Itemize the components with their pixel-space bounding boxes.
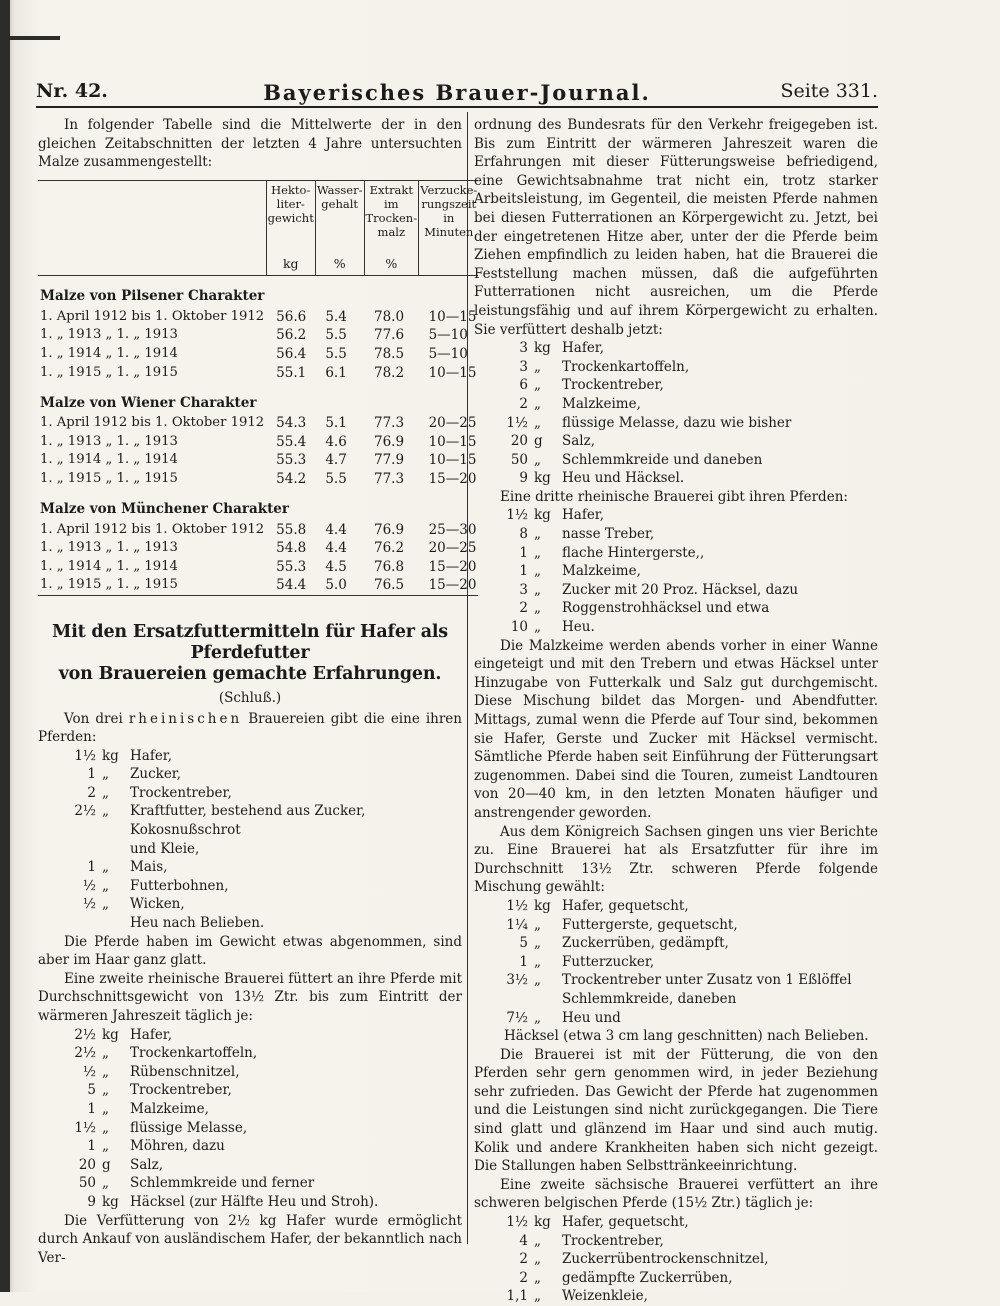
table-row (38, 521, 478, 540)
list-item (470, 562, 878, 581)
item-text: Trockenkartoffeln, (562, 358, 690, 375)
item-unit: kg (534, 340, 551, 357)
table-cell-value: 78.2 (374, 364, 405, 381)
item-unit: „ (102, 1119, 109, 1136)
table-header-weight: Hekto-liter-gewicht (266, 180, 315, 255)
table-cell-value: 5—10 (428, 345, 468, 362)
item-text: flüssige Melasse, (130, 1119, 248, 1136)
item-quantity: ½ (82, 1063, 96, 1080)
left-column (38, 116, 478, 1267)
item-unit: „ (102, 1082, 109, 1099)
table-group-heading: Malze von Münchener Charakter (40, 501, 290, 518)
table-cell-value: 55.3 (276, 452, 307, 469)
item-quantity: 5 (519, 935, 528, 952)
item-unit: kg (534, 1214, 551, 1231)
item-text: Häcksel (zur Hälfte Heu und Stroh). (130, 1193, 379, 1210)
item-quantity: 50 (78, 1175, 96, 1192)
table-row (38, 470, 478, 489)
item-unit: „ (102, 1045, 109, 1062)
item-unit: kg (534, 897, 551, 914)
paragraph-1: Von drei rheinischen Brauereien gibt die eine ihren Pferden: (38, 710, 462, 746)
table-cell-value: 15—20 (419, 576, 479, 595)
table-cell-period: 1. „ 1915 „ 1. „ 1915 (40, 364, 178, 380)
paragraph-r7: Eine zweite sächsische Brauerei verfüttert an ihre schweren belgischen Pferde (15½ Ztr.) täglich je: (474, 1176, 878, 1212)
item-quantity: 2½ (74, 803, 96, 820)
table-cell-value: 4.4 (325, 540, 347, 557)
feed-list-r2 (470, 506, 878, 636)
paragraph-r4: Aus dem Königreich Sachsen gingen uns vier Berichte zu. Eine Brauerei hat als Ersatzfutter für ihre im Durchschnitt 13½ Ztr. schweren Pferde folgende Mischung gewählt: (474, 823, 878, 896)
list-item (470, 934, 878, 953)
table-unit-extract: % (364, 255, 419, 276)
list-item (38, 784, 462, 803)
table-row (38, 326, 478, 345)
list-item (38, 895, 462, 914)
table-cell-value: 5—10 (428, 327, 468, 344)
table-cell-value: 25—30 (428, 521, 477, 538)
list-item (470, 1287, 878, 1306)
table-cell-period: 1. „ 1913 „ 1. „ 1913 (40, 433, 178, 449)
item-text: Malzkeime, (562, 563, 641, 580)
item-quantity: 1 (87, 766, 96, 783)
item-text: Futterbohnen, (130, 877, 229, 894)
table-cell-value: 55.8 (276, 521, 307, 538)
book-binding-edge (0, 0, 10, 1292)
item-unit: „ (534, 1009, 541, 1026)
item-quantity: 1 (87, 859, 96, 876)
list-item (38, 1026, 462, 1045)
paragraph-2: Die Pferde haben im Gewicht etwas abgenommen, sind aber im Haar ganz glatt. (38, 933, 462, 969)
item-text: und Kleie, (130, 840, 200, 857)
list-item (38, 802, 462, 839)
item-quantity: 10 (510, 619, 528, 636)
item-unit: „ (534, 1232, 541, 1249)
table-cell-value: 20—25 (428, 540, 477, 557)
item-unit: „ (102, 896, 109, 913)
table-cell-value: 77.9 (374, 452, 405, 469)
table-group-heading: Malze von Wiener Charakter (40, 394, 257, 411)
item-unit: „ (534, 1288, 541, 1305)
item-unit: „ (534, 1269, 541, 1286)
list-item (470, 897, 878, 916)
list-item (38, 1100, 462, 1119)
table-cell-value: 77.3 (374, 415, 405, 432)
table-cell-period: 1. „ 1915 „ 1. „ 1915 (40, 470, 178, 486)
table-cell-value: 4.6 (325, 433, 347, 450)
table-cell-value: 77.6 (374, 327, 405, 344)
list-item (470, 953, 878, 972)
table-cell-value: 10—15 (428, 433, 477, 450)
page-number: Seite 331. (780, 80, 878, 102)
item-unit: „ (102, 784, 109, 801)
table-cell-value: 77.3 (374, 470, 405, 487)
feed-list-r4 (470, 1213, 878, 1306)
table-cell-value: 10—15 (428, 308, 477, 325)
item-text: Rübenschnitzel, (130, 1063, 240, 1080)
table-cell-value: 6.1 (325, 364, 347, 381)
list-item (470, 525, 878, 544)
paragraph-4: Die Verfütterung von 2½ kg Hafer wurde ermöglicht durch Ankauf von ausländischem Hafer, der bekanntlich nach Ver- (38, 1212, 462, 1266)
item-quantity: 50 (510, 451, 528, 468)
item-unit: „ (534, 600, 541, 617)
item-unit: „ (102, 803, 109, 820)
table-cell-value: 4.7 (325, 452, 347, 469)
item-text: flüssige Melasse, dazu wie bisher (562, 414, 792, 431)
table-cell-value: 4.5 (325, 558, 347, 575)
list-item (470, 414, 878, 433)
list-item (470, 1269, 878, 1288)
table-cell-value: 76.9 (374, 433, 405, 450)
item-text: Zucker mit 20 Proz. Häcksel, dazu (562, 581, 799, 598)
paragraph-r6: Die Brauerei ist mit der Fütterung, die von den Pferden sehr gern genommen wird, in jeder Beziehung sehr zufrieden. Das Gewicht der Pferde hat zugenommen und die Leistungen sind nicht zurückgegangen. Die Tiere sind glatt und glänzend im Haar und sind auch mutig. Kolik und andere Krankheiten haben sich nicht gezeigt. Die Stallungen haben Selbsttränkeeinrichtung. (474, 1046, 878, 1175)
item-unit: „ (534, 377, 541, 394)
item-unit: „ (102, 877, 109, 894)
list-item (38, 1063, 462, 1082)
list-item (470, 469, 878, 488)
table-header-extract: Extrakt im Trocken-malz (364, 180, 419, 255)
item-quantity: 9 (519, 470, 528, 487)
list-item (470, 1250, 878, 1269)
table-cell-value: 76.5 (364, 576, 419, 595)
item-text: Hafer, (130, 747, 173, 764)
item-text: Trockenkartoffeln, (130, 1045, 258, 1062)
item-text: flache Hintergerste,, (562, 544, 705, 561)
item-unit: „ (102, 766, 109, 783)
list-item (470, 358, 878, 377)
table-cell-value: 54.2 (276, 470, 307, 487)
table-header-saccharification: Verzucke-rungszeit in Minuten (419, 180, 479, 255)
item-text: Trockentreber, (562, 1232, 664, 1249)
list-item (470, 581, 878, 600)
item-text: Heu und Häcksel. (562, 470, 685, 487)
item-quantity: 3 (519, 581, 528, 598)
item-unit: „ (534, 563, 541, 580)
list-item (38, 1174, 462, 1193)
table-cell-value: 5.4 (325, 308, 347, 325)
table-row (38, 576, 478, 595)
item-quantity: 3 (519, 340, 528, 357)
item-text: Malzkeime, (562, 395, 641, 412)
item-text: Hafer, (562, 507, 605, 524)
item-text: Hafer, gequetscht, (562, 1214, 689, 1231)
item-quantity: 1½ (506, 414, 528, 431)
item-text: Zuckerrüben, gedämpft, (562, 935, 729, 952)
table-cell-period: 1. „ 1915 „ 1. „ 1915 (38, 576, 266, 595)
item-unit: „ (534, 526, 541, 543)
feed-list-r1 (470, 339, 878, 488)
table-row (38, 539, 478, 558)
paragraph-3: Eine zweite rheinische Brauerei füttert an ihre Pferde mit Durchschnittsgewicht von 13½ Ztr. bis zum Eintritt der wärmeren Jahreszeit täglich je: (38, 970, 462, 1024)
table-cell-period: 1. „ 1913 „ 1. „ 1913 (40, 540, 178, 556)
table-group-heading: Malze von Pilsener Charakter (40, 288, 265, 305)
item-quantity: 1 (519, 953, 528, 970)
item-text: Salz, (130, 1156, 164, 1173)
item-quantity: 4 (519, 1232, 528, 1249)
table-cell-value: 20—25 (428, 415, 477, 432)
item-text: Schlemmkreide und daneben (562, 451, 763, 468)
item-unit: „ (102, 1175, 109, 1192)
list-item (38, 1156, 462, 1175)
item-text: Heu. (562, 619, 595, 636)
item-text: gedämpfte Zuckerrüben, (562, 1269, 733, 1286)
list-item (38, 1193, 462, 1212)
item-unit: „ (534, 1251, 541, 1268)
header-rule (36, 106, 878, 108)
item-quantity: 20 (510, 433, 528, 450)
item-text: Heu nach Belieben. (130, 915, 265, 932)
item-text: Malzkeime, (130, 1100, 209, 1117)
table-cell-value: 10—15 (428, 452, 477, 469)
item-quantity: 20 (78, 1156, 96, 1173)
item-unit: kg (534, 507, 551, 524)
list-item (470, 971, 878, 1008)
item-quantity: 1½ (506, 897, 528, 914)
item-unit: „ (534, 935, 541, 952)
item-text: Mais, (130, 859, 168, 876)
item-unit: kg (102, 1026, 119, 1043)
item-text: Trockentreber, (130, 1082, 232, 1099)
table-cell-value: 5.5 (325, 345, 347, 362)
item-text: Heu und (562, 1009, 621, 1026)
table-cell-value: 54.4 (266, 576, 315, 595)
item-quantity: 2 (87, 784, 96, 801)
item-text: Schlemmkreide und ferner (130, 1175, 315, 1192)
table-header-water: Wasser-gehalt (315, 180, 364, 255)
table-cell-value: 15—20 (428, 470, 477, 487)
table-cell-value: 54.3 (276, 415, 307, 432)
item-quantity: 1,1 (506, 1288, 528, 1305)
table-row (38, 308, 478, 327)
item-quantity: 1 (87, 1100, 96, 1117)
list-item (38, 858, 462, 877)
item-text: Trockentreber, (562, 377, 664, 394)
item-unit: „ (102, 1138, 109, 1155)
item-text: Salz, (562, 433, 596, 450)
item-unit: „ (534, 581, 541, 598)
table-cell-value: 55.4 (276, 433, 307, 450)
intro-paragraph: In folgender Tabelle sind die Mittelwerte der in den gleichen Zeitabschnitten der letzten 4 Jahre untersuchten Malze zusammengestellt: (38, 117, 462, 171)
item-quantity: 1 (87, 1138, 96, 1155)
list-item (470, 1009, 878, 1028)
table-cell-value: 5.5 (325, 327, 347, 344)
table-row (38, 433, 478, 452)
item-quantity: 8 (519, 526, 528, 543)
item-text: Zucker, (130, 766, 182, 783)
item-unit: kg (102, 747, 119, 764)
item-unit: „ (102, 859, 109, 876)
item-quantity: 1½ (74, 1119, 96, 1136)
table-cell-value: 78.5 (374, 345, 405, 362)
item-unit: „ (534, 972, 541, 989)
table-cell-value: 56.4 (276, 345, 307, 362)
list-item (470, 432, 878, 451)
item-unit: „ (534, 916, 541, 933)
table-cell-value: 54.8 (276, 540, 307, 557)
list-item (38, 747, 462, 766)
table-cell-value: 5.0 (315, 576, 364, 595)
item-unit: „ (534, 358, 541, 375)
item-quantity: 9 (87, 1193, 96, 1210)
table-cell-value: 56.2 (276, 327, 307, 344)
item-unit: kg (534, 470, 551, 487)
item-text: nasse Treber, (562, 526, 655, 543)
feed-list-1 (38, 747, 462, 933)
item-unit: kg (102, 1193, 119, 1210)
item-quantity: 2 (519, 1269, 528, 1286)
list-item (470, 451, 878, 470)
list-item (38, 1137, 462, 1156)
item-unit: „ (534, 953, 541, 970)
table-cell-value: 76.8 (374, 558, 405, 575)
item-unit: „ (534, 619, 541, 636)
list-item (470, 339, 878, 358)
table-cell-value: 10—15 (428, 364, 477, 381)
item-unit: „ (102, 1100, 109, 1117)
list-item (38, 765, 462, 784)
item-text: Trockentreber unter Zusatz von 1 Eßlöffel Schlemmkreide, daneben (562, 972, 852, 1007)
article-title (38, 622, 462, 685)
item-quantity: 3 (519, 358, 528, 375)
list-item (470, 1213, 878, 1232)
item-quantity: 1½ (506, 1214, 528, 1231)
page-header (36, 80, 878, 106)
item-text: Hafer, gequetscht, (562, 897, 689, 914)
list-item (470, 1232, 878, 1251)
item-text: Roggenstrohhäcksel und etwa (562, 600, 770, 617)
item-unit: „ (534, 395, 541, 412)
item-quantity: 1 (519, 544, 528, 561)
table-unit-time (419, 255, 479, 276)
item-quantity: ½ (82, 877, 96, 894)
table-row (38, 414, 478, 433)
item-text: Möhren, dazu (130, 1138, 225, 1155)
item-quantity: 3½ (506, 972, 528, 989)
list-item (38, 1081, 462, 1100)
table-cell-value: 78.0 (374, 308, 405, 325)
item-text: Kraftfutter, bestehend aus Zucker, Kokosnußschrot (130, 803, 366, 839)
right-column (474, 116, 878, 1306)
item-text: Hafer, (562, 340, 605, 357)
item-text: Futtergerste, gequetscht, (562, 916, 738, 933)
item-quantity: 2½ (74, 1026, 96, 1043)
item-text: Futterzucker, (562, 953, 655, 970)
table-row (38, 558, 478, 577)
table-cell-period: 1. „ 1914 „ 1. „ 1914 (40, 452, 178, 468)
list-item (470, 544, 878, 563)
item-text: Zuckerrübentrockenschnitzel, (562, 1251, 769, 1268)
list-item (470, 599, 878, 618)
item-unit: „ (102, 1063, 109, 1080)
table-cell-period: 1. „ 1913 „ 1. „ 1913 (40, 327, 178, 343)
malt-table (38, 180, 478, 596)
item-quantity: 1½ (506, 507, 528, 524)
list-item (38, 1119, 462, 1138)
list-item (38, 840, 462, 859)
table-row (38, 451, 478, 470)
issue-number: Nr. 42. (36, 80, 108, 102)
paragraph-r3: Die Malzkeime werden abends vorher in einer Wanne eingeteigt und mit den Trebern und etwas Häcksel unter Hinzugabe von Futterkalk und Salz gut durchgemischt. Diese Mischung bildet das Morgen- und Abendfutter. Mittags, zumal wenn die Pferde auf Tour sind, bekommen sie Hafer, Gerste und Zucker mit Häcksel vermischt. Sämtliche Pferde haben seit Einführung der Fütterungsart zugenommen. Dabei sind die Touren, zumeist Landtouren von 20—40 km, in den letzten Monaten häufiger und anstrengender geworden. (474, 637, 878, 821)
item-text: Hafer, (130, 1026, 173, 1043)
list-item (470, 916, 878, 935)
table-header-period (38, 180, 266, 255)
table-cell-value: 5.1 (325, 415, 347, 432)
table-cell-value: 5.5 (325, 470, 347, 487)
table-cell-period: 1. April 1912 bis 1. Oktober 1912 (40, 415, 265, 431)
item-quantity: 1 (519, 563, 528, 580)
item-quantity: 2½ (74, 1045, 96, 1062)
table-cell-period: 1. April 1912 bis 1. Oktober 1912 (40, 308, 265, 324)
list-item (470, 395, 878, 414)
list-item (470, 376, 878, 395)
list-item (470, 506, 878, 525)
paragraph-r5: Häcksel (etwa 3 cm lang geschnitten) nach Belieben. (504, 1028, 869, 1045)
item-text: Weizenkleie, (562, 1288, 648, 1305)
item-text: Trockentreber, (130, 784, 232, 801)
item-unit: „ (534, 414, 541, 431)
table-cell-value: 56.6 (276, 308, 307, 325)
journal-title: Bayerisches Brauer-Journal. (263, 80, 651, 105)
feed-list-2 (38, 1026, 462, 1212)
list-item (38, 914, 462, 933)
table-cell-value: 76.9 (374, 521, 405, 538)
table-body (38, 275, 478, 595)
item-unit: g (102, 1156, 111, 1173)
table-cell-value: 55.1 (276, 364, 307, 381)
item-quantity: 1½ (74, 747, 96, 764)
item-quantity: 5 (87, 1082, 96, 1099)
table-cell-value: 4.4 (325, 521, 347, 538)
item-quantity: 2 (519, 1251, 528, 1268)
continued-note: (Schluß.) (218, 689, 282, 706)
table-cell-period: 1. „ 1914 „ 1. „ 1914 (40, 558, 178, 574)
item-text: Wicken, (130, 896, 185, 913)
table-cell-value: 55.3 (276, 558, 307, 575)
table-unit-weight: kg (266, 255, 315, 276)
item-unit: „ (534, 544, 541, 561)
item-quantity: ½ (82, 896, 96, 913)
item-quantity: 2 (519, 600, 528, 617)
list-item (38, 1044, 462, 1063)
table-unit-period (38, 255, 266, 276)
item-unit: „ (534, 451, 541, 468)
table-cell-value: 15—20 (428, 558, 477, 575)
paragraph-r1: ordnung des Bundesrats für den Verkehr freigegeben ist. Bis zum Eintritt der wärmeren Jahreszeit waren die Erfahrungen mit dieser Fütterungsweise befriedigend, eine Gewichtsabnahme trat nicht ein, trotz starker Arbeitsleistung, im Gegenteil, die meisten Pferde nahmen bei diesen Futterrationen an Körpergewicht zu. Jetzt, bei der eingetretenen Hitze aber, unter der die Pferde beim Ziehen empfindlich zu leiden haben, hat die Brauerei die Feststellung machen müssen, daß die aufgeführten Futterrationen nicht ausreichen, um die Pferde leistungsfähig und auf ihrem Körpergewicht zu erhalten. Sie verfüttert deshalb jetzt: (474, 117, 878, 338)
spaced-word: rheinischen (128, 710, 243, 727)
item-quantity: 1¼ (506, 916, 528, 933)
table-unit-water: % (315, 255, 364, 276)
item-unit: g (534, 433, 543, 450)
paragraph-r2: Eine dritte rheinische Brauerei gibt ihren Pferden: (500, 488, 848, 505)
table-row (38, 364, 478, 383)
list-item (470, 618, 878, 637)
item-quantity: 6 (519, 377, 528, 394)
item-quantity: 2 (519, 395, 528, 412)
article-title-line-2: von Brauereien gemachte Erfahrungen. (58, 663, 442, 684)
article-title-line-1: Mit den Ersatzfuttermitteln für Hafer als Pferdefutter (52, 621, 448, 663)
feed-list-r3 (470, 897, 878, 1027)
table-cell-period: 1. April 1912 bis 1. Oktober 1912 (40, 521, 265, 537)
list-item (38, 877, 462, 896)
table-row (38, 345, 478, 364)
table-cell-period: 1. „ 1914 „ 1. „ 1914 (40, 345, 178, 361)
item-quantity: 7½ (506, 1009, 528, 1026)
table-cell-value: 76.2 (374, 540, 405, 557)
